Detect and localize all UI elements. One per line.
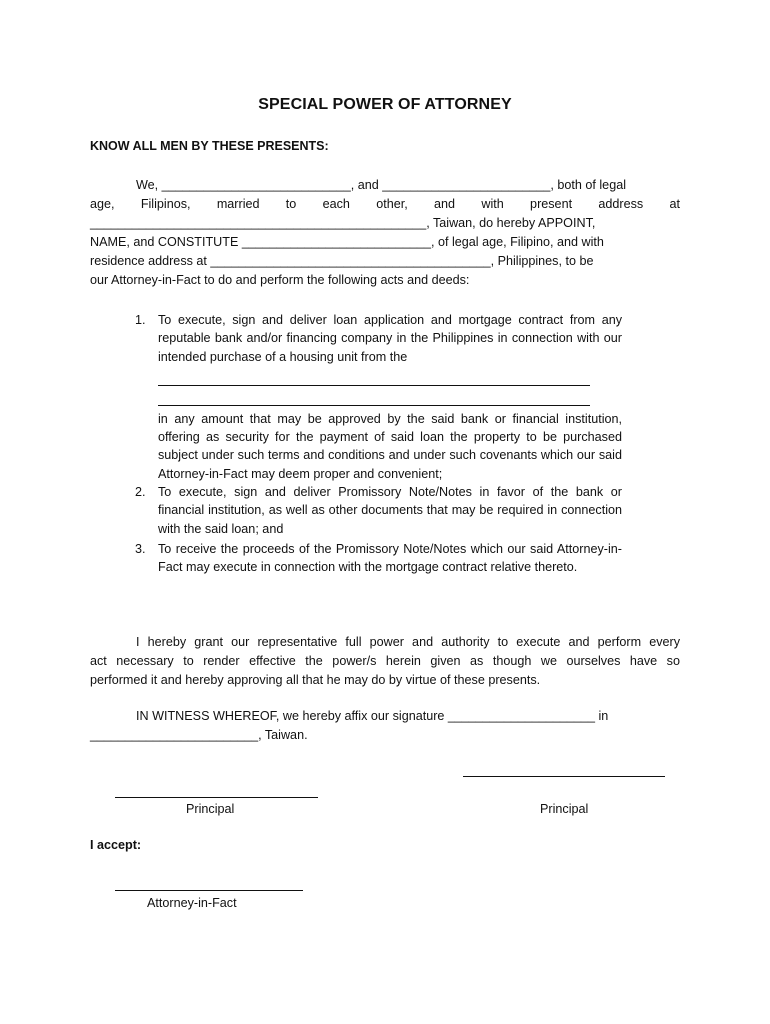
list-item-1-continued	[135, 410, 622, 483]
intro-line-1: We, ___________________________, and ________________________, both of legal	[136, 178, 626, 192]
attorney-label: Attorney-in-Fact	[147, 896, 237, 910]
item-1-text-after: in any amount that may be approved by the said bank or financial institution, offering as security for the payment of said loan the property to be purchased subject under such terms and conditions and under such covenants which our said Attorney-in-Fact may deem proper and convenient;	[158, 411, 622, 481]
item-number-1: 1.	[135, 313, 146, 327]
blank-line-2	[158, 388, 590, 406]
grant-paragraph	[90, 633, 680, 690]
item-number-2: 2.	[135, 485, 146, 500]
acts-list	[135, 311, 622, 577]
grant-line-2: act necessary to render effective the power/s herein given as though we ourselves have so	[90, 654, 680, 668]
list-item-3	[135, 540, 622, 577]
item-1-text-before: To execute, sign and deliver loan application and mortgage contract from any reputable bank and/or financing company in the Philippines in connection with our intended purchase of a housing unit from the	[158, 313, 622, 364]
accept-label: I accept:	[90, 838, 142, 852]
witness-paragraph	[90, 707, 680, 745]
preamble: KNOW ALL MEN BY THESE PRESENTS:	[90, 139, 329, 153]
intro-line-5: residence address at ________________________________________, Philippines, to be	[90, 254, 594, 268]
list-item-2	[135, 483, 622, 538]
grant-line-1: I hereby grant our representative full power and authority to execute and perform every	[136, 635, 680, 649]
item-2-text: To execute, sign and deliver Promissory Note/Notes in favor of the bank or financial institution, as well as other documents that may be required in connection with the said loan; and	[158, 485, 622, 536]
grant-line-3: performed it and hereby approving all that he may do by virtue of these presents.	[90, 673, 541, 687]
principal-right-label: Principal	[540, 802, 589, 816]
signature-line-principal-left	[115, 797, 318, 798]
intro-line-6: our Attorney-in-Fact to do and perform the following acts and deeds:	[90, 273, 470, 287]
intro-line-4: NAME, and CONSTITUTE ___________________________, of legal age, Filipino, and with	[90, 235, 604, 249]
intro-line-3: ________________________________________________, Taiwan, do hereby APPOINT,	[90, 216, 596, 230]
witness-line-1: IN WITNESS WHEREOF, we hereby affix our signature _____________________ in	[136, 709, 609, 723]
document-title: SPECIAL POWER OF ATTORNEY	[258, 96, 512, 113]
intro-line-2: age, Filipinos, married to each other, and with present address at	[90, 197, 680, 211]
witness-line-2: ________________________, Taiwan.	[90, 728, 308, 742]
item-3-text: To receive the proceeds of the Promissory Note/Notes which our said Attorney-in-Fact may execute in connection with the mortgage contract relative thereto.	[158, 541, 622, 575]
blank-line-1	[158, 368, 590, 386]
signature-line-attorney	[115, 890, 303, 891]
intro-paragraph	[90, 176, 680, 290]
signature-line-principal-right	[463, 776, 665, 777]
list-item-1	[135, 311, 622, 366]
item-number-3: 3.	[135, 541, 146, 556]
principal-left-label: Principal	[186, 802, 235, 816]
